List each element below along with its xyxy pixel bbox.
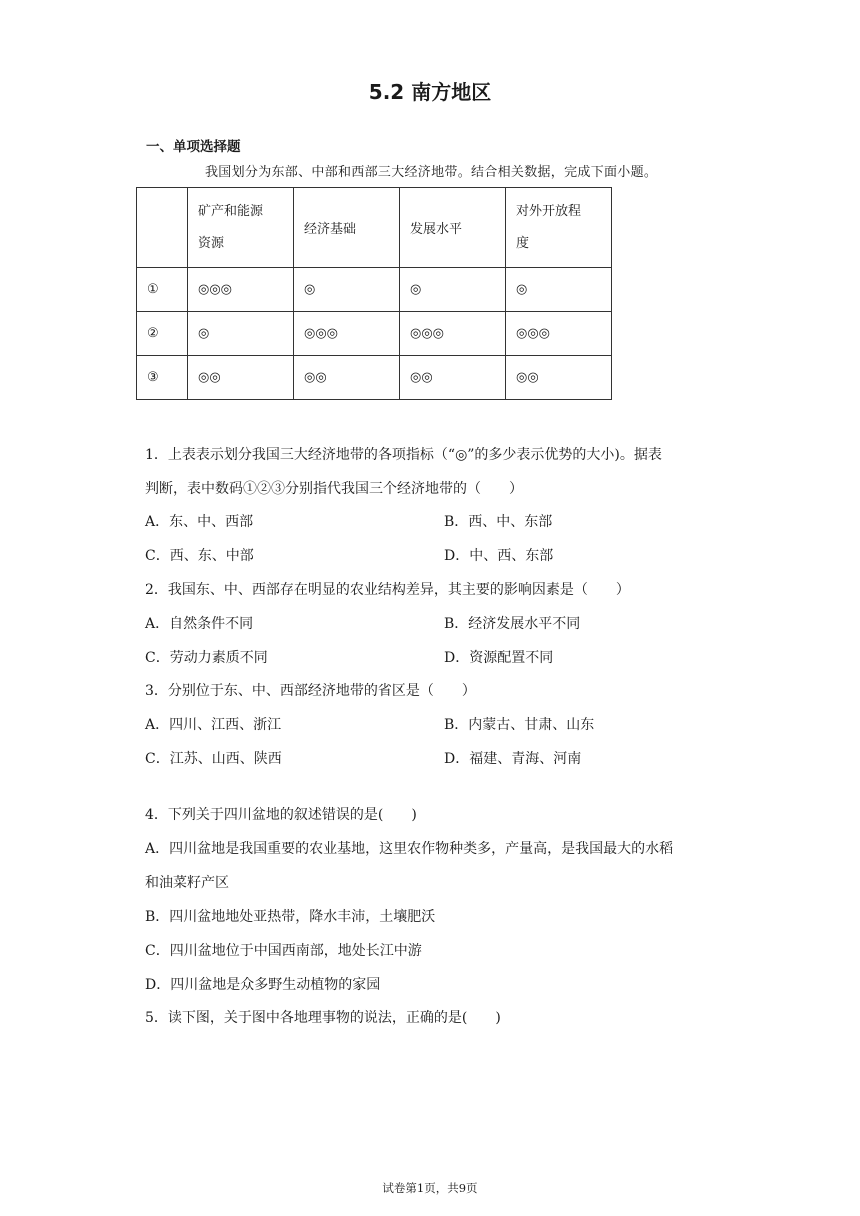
header-line: 资源 <box>198 235 225 251</box>
question-1-option-b: B．西、中、东部 <box>444 514 553 530</box>
question-3-option-c: C．江苏、山西、陕西 <box>145 751 282 767</box>
question-1-option-a: A．东、中、西部 <box>145 514 254 530</box>
question-1-stem-line: 判断，表中数码①②③分别指代我国三个经济地带的（ ） <box>145 481 523 497</box>
question-2-option-d: D．资源配置不同 <box>444 650 554 666</box>
table-row <box>137 312 612 356</box>
question-2-option-a: A．自然条件不同 <box>145 616 254 632</box>
question-4-stem: 4．下列关于四川盆地的叙述错误的是( ) <box>145 807 417 823</box>
question-4-option-d: D．四川盆地是众多野生动植物的家园 <box>145 977 381 993</box>
question-2-option-c: C．劳动力素质不同 <box>145 650 268 666</box>
table-cell: ② <box>137 312 188 356</box>
table-cell: ◎◎◎ <box>400 312 506 356</box>
page-title: 5.2 南方地区 <box>368 80 492 104</box>
table-cell: ◎ <box>188 312 294 356</box>
table-cell: ◎◎◎ <box>188 268 294 312</box>
table-cell: ◎◎◎ <box>506 312 612 356</box>
table-cell: ① <box>137 268 188 312</box>
header-line: 矿产和能源 <box>198 203 264 219</box>
intro-text: 我国划分为东部、中部和西部三大经济地带。结合相关数据，完成下面小题。 <box>205 165 658 180</box>
table-cell: ◎◎ <box>506 356 612 400</box>
question-3-option-d: D．福建、青海、河南 <box>444 751 582 767</box>
table-cell: ◎◎ <box>188 356 294 400</box>
table-row <box>137 268 612 312</box>
table-cell: ◎ <box>294 268 400 312</box>
question-1-option-c: C．西、东、中部 <box>145 548 254 564</box>
question-3-option-b: B．内蒙古、甘肃、山东 <box>444 717 595 733</box>
question-4-option-a: A．四川盆地是我国重要的农业基地，这里农作物种类多，产量高，是我国最大的水稻 <box>145 841 674 857</box>
question-4-option-b: B．四川盆地地处亚热带，降水丰沛，土壤肥沃 <box>145 909 436 925</box>
table-cell: ◎◎ <box>294 356 400 400</box>
question-3-stem: 3．分别位于东、中、西部经济地带的省区是（ ） <box>145 683 476 699</box>
table-cell: ③ <box>137 356 188 400</box>
question-1-option-d: D．中、西、东部 <box>444 548 554 564</box>
table-header-cell <box>137 188 188 268</box>
question-1-stem-line: 1．上表表示划分我国三大经济地带的各项指标（“◎”的多少表示优势的大小)。据表 <box>145 447 662 463</box>
table-header-cell: 经济基础 <box>294 188 400 268</box>
table-cell: ◎◎◎ <box>294 312 400 356</box>
table-cell: ◎ <box>506 268 612 312</box>
header-line: 对外开放程 <box>516 203 582 219</box>
question-4-option-c: C．四川盆地位于中国西南部，地处长江中游 <box>145 943 422 959</box>
question-5-stem: 5．读下图，关于图中各地理事物的说法，正确的是( ) <box>145 1010 501 1026</box>
question-4-option-a-cont: 和油菜籽产区 <box>145 875 229 891</box>
table-cell: ◎◎ <box>400 356 506 400</box>
section-heading: 一、单项选择题 <box>146 139 241 155</box>
question-2-stem: 2．我国东、中、西部存在明显的农业结构差异，其主要的影响因素是（ ） <box>145 582 630 598</box>
header-line: 度 <box>516 235 530 251</box>
table-row <box>137 356 612 400</box>
table-header-row <box>137 188 612 268</box>
table-header-cell <box>188 188 294 268</box>
table-header-cell <box>506 188 612 268</box>
table-cell: ◎ <box>400 268 506 312</box>
table-header-cell: 发展水平 <box>400 188 506 268</box>
question-2-option-b: B．经济发展水平不同 <box>444 616 581 632</box>
question-3-option-a: A．四川、江西、浙江 <box>145 717 282 733</box>
page-footer: 试卷第1页，共9页 <box>382 1181 478 1195</box>
indicator-table <box>136 187 612 400</box>
